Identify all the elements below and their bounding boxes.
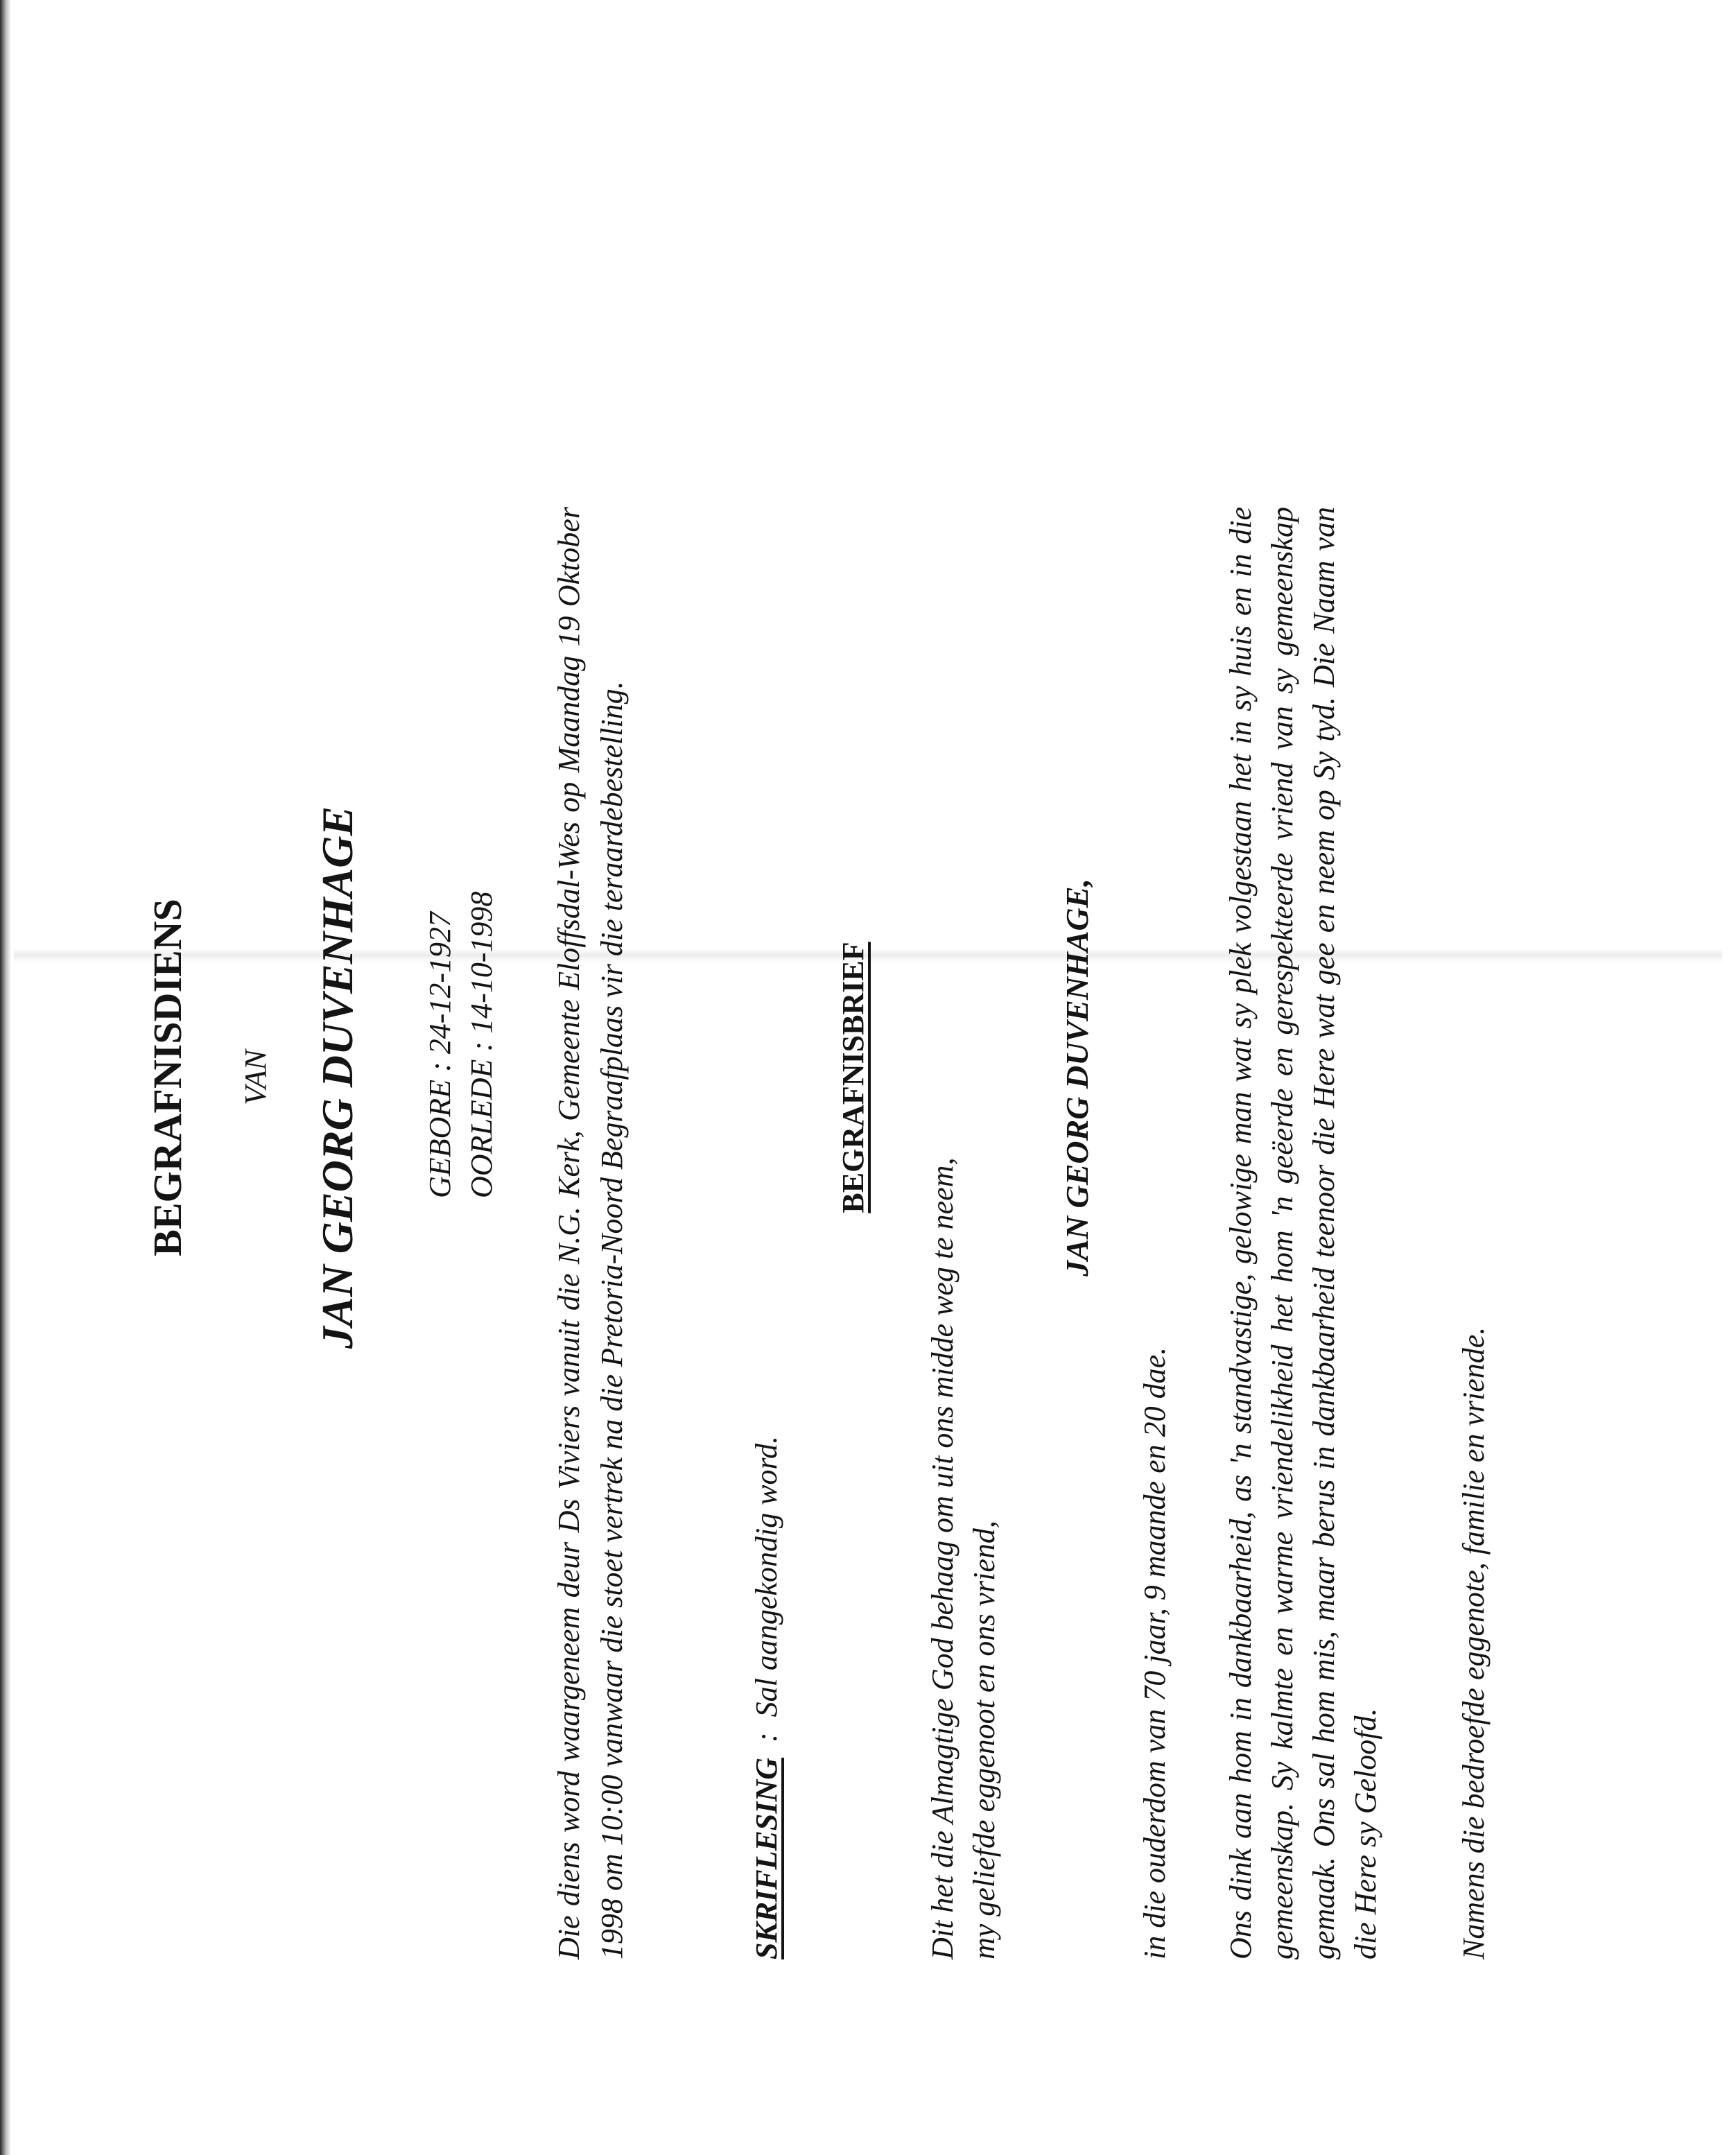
born-date: 24-12-1927 bbox=[423, 911, 457, 1055]
letter-age: in die ouderdom van 70 jaar, 9 maande en 20 dae. bbox=[1138, 1347, 1172, 1959]
letter-intro bbox=[922, 1158, 1005, 1959]
letter-deceased-name: JAN GEORG DUVENHAGE, bbox=[1059, 879, 1095, 1276]
died-label: OORLEDE bbox=[465, 1059, 498, 1198]
died-sep: : bbox=[465, 1041, 498, 1052]
scripture-row: SKRIFLESING : Sal aangekondig word. bbox=[749, 1435, 783, 1959]
scripture-text: Sal aangekondig word. bbox=[749, 1435, 783, 1717]
born-label: GEBORE bbox=[423, 1079, 457, 1198]
van-label: VAN bbox=[238, 1050, 272, 1105]
letter-closing: Namens die bedroefde eggenote, familie en vriende. bbox=[1457, 1326, 1491, 1959]
letter-line-2: my geliefde eggenoot en ons vriend, bbox=[967, 1521, 1001, 1959]
born-sep: : bbox=[423, 1062, 457, 1072]
deceased-name: JAN GEORG DUVENHAGE bbox=[313, 806, 362, 1349]
letter-line-1: Dit het die Almagtige God behaag om uit ons midde weg te neem, bbox=[926, 1157, 960, 1959]
order-of-service-panel bbox=[0, 0, 732, 1005]
died-date: 14-10-1998 bbox=[465, 891, 498, 1034]
intro-paragraph: Die diens word waargeneem deur Ds Viviers vanuit die N.G. Kerk, Gemeente Eloffsdal-Wes op Maandag 19 Oktober 1998 om 10:00 vanwaar die stoet vertrek na die Pretoria-Noord Begraafplaas vir die teraardebestelling. bbox=[552, 507, 629, 1959]
service-title: BEGRAFNISDIENS bbox=[145, 899, 190, 1256]
letter-heading: BEGRAFNISBRIEF bbox=[836, 942, 870, 1213]
letter-paragraph: Ons dink aan hom in dankbaarheid, as 'n standvastige, gelowige man wat sy plek volgestaan het in sy huis en in die gemeenskap. Sy kalmte en warme vriendelikheid het hom 'n geëerde en gerespekteerde vriend van sy gemeenskap gemaak. Ons sal hom mis, maar berus in dankbaarheid teenoor die Here wat gee en neem op Sy tyd. Die Naam van die Here sy Geloofd. bbox=[1224, 507, 1382, 1959]
scripture-label: SKRIFLESING bbox=[749, 1757, 783, 1959]
